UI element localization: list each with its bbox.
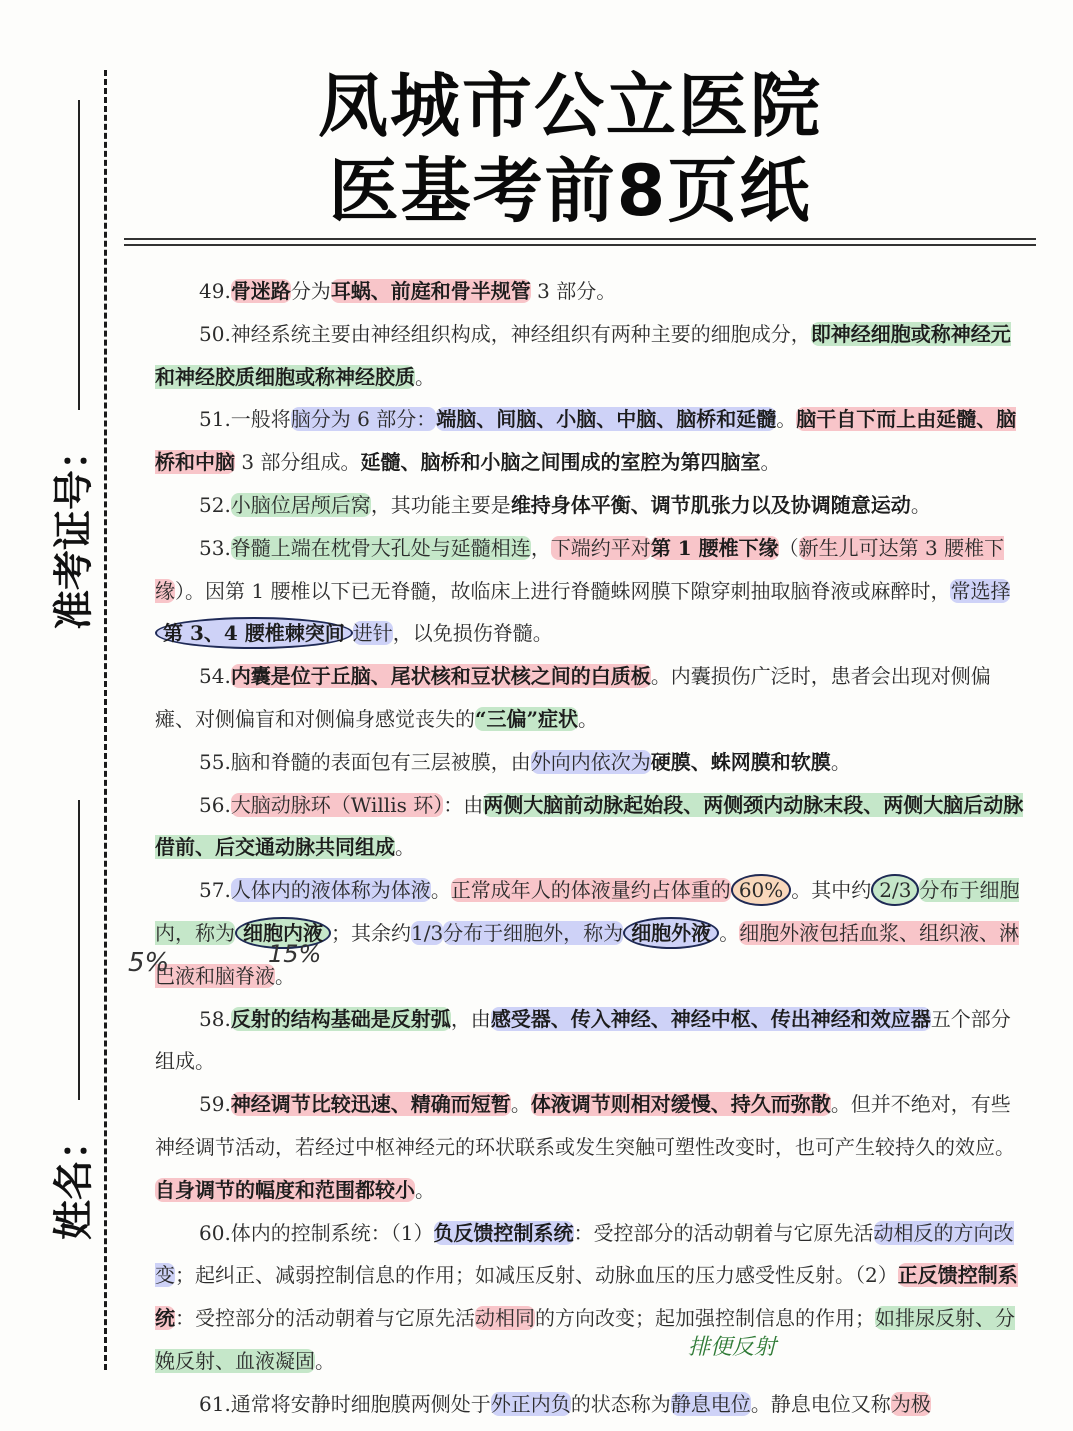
item-60: 60.体内的控制系统：（1）负反馈控制系统：受控部分的活动朝着与它原先活动相反的方向改变；起纠正、减弱控制信息的作用；如减压反射、动脉血压的压力感受性反射。（2）正反馈控制系统：受控部分的活动朝着与它原先活动相同的方向改变；起加强控制信息的作用；如排尿反射、分娩反射、血液凝固。: [155, 1220, 1018, 1373]
name-label: 姓名：: [51, 1120, 97, 1240]
item-53: 53.脊髓上端在枕骨大孔处与延髓相连，下端约平对第 1 腰椎下缘（新生儿可达第 3 腰椎下缘）。因第 1 腰椎以下已无脊髓，故临床上进行脊髓蛛网膜下隙穿刺抽取脑脊液或麻醉时，常选择第 3、4 腰椎棘突间 进针，以免损伤脊髓。: [155, 527, 1025, 655]
item-61: 61.通常将安静时细胞膜两侧处于外正内负的状态称为静息电位。静息电位又称为极: [199, 1391, 931, 1416]
cut-line: [104, 70, 107, 1370]
item-55: 55.脑和脊髓的表面包有三层被膜，由外向内依次为硬膜、蛛网膜和软膜。: [199, 749, 851, 774]
name-line: [78, 800, 80, 1100]
title-divider-top: [124, 238, 1036, 240]
item-59: 59.神经调节比较迅速、精确而短暂。体液调节则相对缓慢、持久而弥散。但并不绝对，有些神经调节活动，若经过中枢神经元的环状联系或发生突触可塑性改变时，也可产生较持久的效应。自身调节的幅度和范围都较小。: [155, 1092, 1015, 1202]
item-58: 58.反射的结构基础是反射弧，由感受器、传入神经、神经中枢、传出神经和效应器五个部分组成。: [155, 1006, 1011, 1074]
item-50: 50.神经系统主要由神经组织构成，神经组织有两种主要的细胞成分，即神经细胞或称神经元和神经胶质细胞或称神经胶质。: [155, 321, 1011, 389]
notes-body: [155, 270, 1025, 1426]
item-57: 57.人体内的液体称为体液。正常成年人的体液量约占体重的 60% 。其中约 2/3 分布于细胞内，称为 细胞内液 ；其余约1/3分布于细胞外，称为 细胞外液 。细胞外液包括血浆、组织液、淋巴液和脑脊液。: [155, 869, 1025, 997]
page-title: 凤城市公立医院: [318, 65, 822, 147]
title-divider-bottom: [124, 244, 1036, 246]
item-51: 51.一般将脑分为 6 部分：端脑、间脑、小脑、中脑、脑桥和延髓。脑干自下而上由延髓、脑桥和中脑 3 部分组成。延髓、脑桥和小脑之间围成的室腔为第四脑室。: [155, 407, 1017, 475]
page-subtitle: 医基考前8页纸: [328, 150, 812, 232]
exam-id-label: 准考证号：: [51, 430, 97, 630]
margin-note-15-percent: 15%: [268, 940, 322, 968]
item-52: 52.小脑位居颅后窝，其功能主要是维持身体平衡、调节肌张力以及协调随意运动。: [199, 492, 931, 517]
exam-id-line: [78, 100, 80, 410]
item-49: 49.骨迷路分为耳蜗、前庭和骨半规管 3 部分。: [199, 279, 617, 303]
item-54: 54.内囊是位于丘脑、尾状核和豆状核之间的白质板。内囊损伤广泛时，患者会出现对侧偏瘫、对侧偏盲和对侧偏身感觉丧失的“三偏”症状。: [155, 664, 991, 731]
handwritten-note: 排便反射: [688, 1335, 777, 1360]
item-56: 56.大脑动脉环（Willis 环）：由两侧大脑前动脉起始段、两侧颈内动脉末段、两侧大脑后动脉借前、后交通动脉共同组成。: [155, 792, 1024, 860]
margin-note-5-percent: 5%: [128, 948, 170, 978]
